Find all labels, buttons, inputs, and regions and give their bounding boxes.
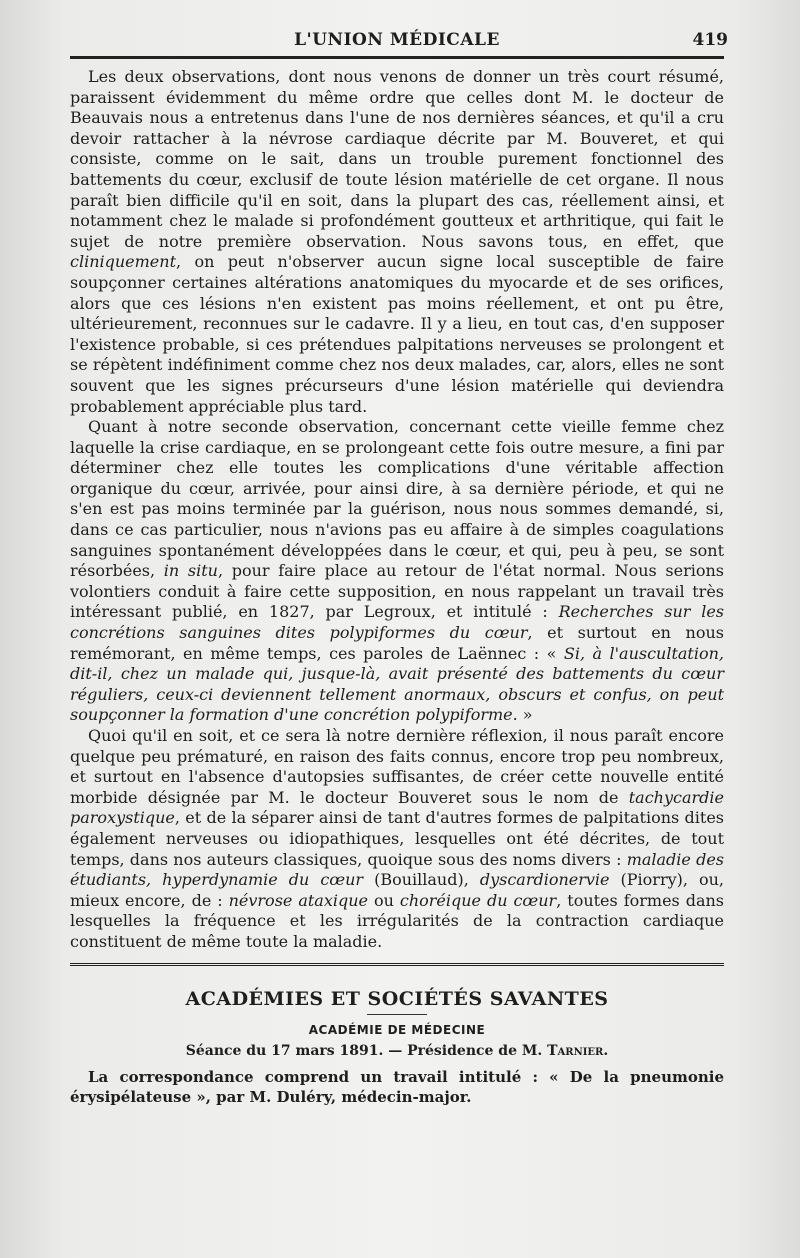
running-head [70, 22, 728, 56]
text-run: Quoi qu'il en soit, et ce sera là notre dernière réflexion, il nous paraît encore quelque peu prématuré, en raison des faits connus, encore trop peu nombreux, et surtout en l'absence d'autopsies suffisantes, de créer cette nouvelle entité morbide désignée par M. le docteur Bouveret sous le nom de [70, 726, 724, 807]
text-run: , toutes formes dans lesquelles la fréquence et les irrégularités de la contraction cardiaque constituent de même toute la maladie. [70, 890, 725, 951]
italic-run: cliniquement [70, 252, 177, 272]
italic-run: Si, à l'auscultation, dit-il, chez un malade qui, jusque-là, avait présenté des battements du cœur réguliers, ceux-ci deviennent tellement anormaux, obscurs et confus, on peut soupçonner la formation d'une concrétion polypiforme. [70, 643, 725, 725]
session-prefix: Séance du 17 mars 1891. — Présidence de M. [185, 1042, 548, 1059]
italic-run: dyscardionervie [479, 870, 610, 890]
italic-run: in situ [163, 561, 218, 581]
session-president: Tarnier [547, 1042, 604, 1059]
article-paragraph [70, 726, 724, 953]
section-subtitle: ACADÉMIE DE MÉDECINE [308, 1022, 486, 1037]
italic-run: maladie des étudiants, hyperdynamie du cœur [70, 849, 725, 890]
text-run: ou [368, 890, 400, 910]
text-run: Quant à notre seconde observation, concernant cette vieille femme chez laquelle la crise cardiaque, en se prolongeant cette fois outre mesure, a fini par déterminer chez elle toutes les complications d'une véritable affection organique du cœur, arrivée, pour ainsi dire, à sa dernière période, et qui ne s'en est pas moins terminée par la guérison, nous nous sommes demandé, si, dans ce cas particulier, nous n'avions pas eu affaire à de simples coagulations sanguines spontanément développées dans le cœur, et qui, peu à peu, se sont résorbées, [70, 417, 724, 581]
session-suffix: . [603, 1042, 609, 1059]
article-paragraph [70, 67, 724, 417]
header-rule [70, 56, 724, 59]
text-run: , on peut n'observer aucun signe local susceptible de faire soupçonner certaines altérations anatomiques du myocarde et de ses orifices, alors que ces lésions n'en existent pas moins réellement, et ont pu être, ultérieurement, reconnues sur le cadavre. Il y a lieu, en tout cas, d'en supposer l'existence probable, si ces prétendues palpitations nerveuses se prolongent et se répètent indéfiniment comme chez nos deux malades, car, alors, elles ne sont souvent que les signes précurseurs d'une lésion matérielle qui deviendra probablement appréciable plus tard. [70, 252, 724, 416]
text-run: , et de la séparer ainsi de tant d'autres formes de palpitations dites également nerveuses ou idiopathiques, lesquelles ont été décrites, de tout temps, dans nos auteurs classiques, quoique sous des noms divers : [70, 808, 724, 869]
text-run: (Piorry), ou, mieux encore, de : [70, 870, 725, 910]
text-run: Les deux observations, dont nous venons de donner un très court résumé, paraissent évidemment du même ordre que celles dont M. le docteur de Beauvais nous a entretenus dans l'une de nos dernières séances, et qu'il a cru devoir rattacher à la névrose cardiaque décrite par M. Bouveret, et qui consiste, comme on le sait, dans un trouble purement fonctionnel des battements du cœur, exclusif de toute lésion matérielle de cet organe. Il nous paraît bien difficile qu'il en soit, dans la plupart des cas, réellement ainsi, et notamment chez le malade si profondément goutteux et arthritique, qui fait le sujet de notre première observation. Nous savons tous, en effet, que [70, 67, 724, 251]
page-number: 419 [692, 30, 728, 50]
italic-run: choréique du cœur [399, 890, 557, 910]
section-short-rule [367, 1014, 427, 1015]
text-run: » [517, 705, 533, 725]
italic-run: tachycardie paroxystique [70, 787, 724, 828]
section-title: ACADÉMIES ET SOCIÉTÉS SAVANTES [185, 987, 609, 1010]
article-body [70, 67, 724, 953]
italic-run: névrose ataxique [228, 890, 368, 910]
text-run: , pour faire place au retour de l'état normal. Nous serions volontiers conduit à faire cette supposition, en nous rappelant un travail très intéressant publié, en 1827, par Legroux, et intitulé : [70, 561, 725, 622]
italic-run: Recherches sur les concrétions sanguines dites polypiformes du cœur [70, 602, 724, 643]
text-run: (Bouillaud), [363, 870, 480, 890]
article-paragraph [70, 417, 724, 726]
text-run: , et surtout en nous remémorant, en même temps, ces paroles de Laënnec : « [70, 623, 725, 663]
journal-title: L'UNION MÉDICALE [294, 30, 500, 50]
session-line [70, 1043, 724, 1059]
correspondence-text: La correspondance comprend un travail intitulé : « De la pneumonie érysipélateuse », par M. Duléry, médecin-major. [70, 1067, 724, 1106]
article-end-rule [70, 963, 724, 968]
